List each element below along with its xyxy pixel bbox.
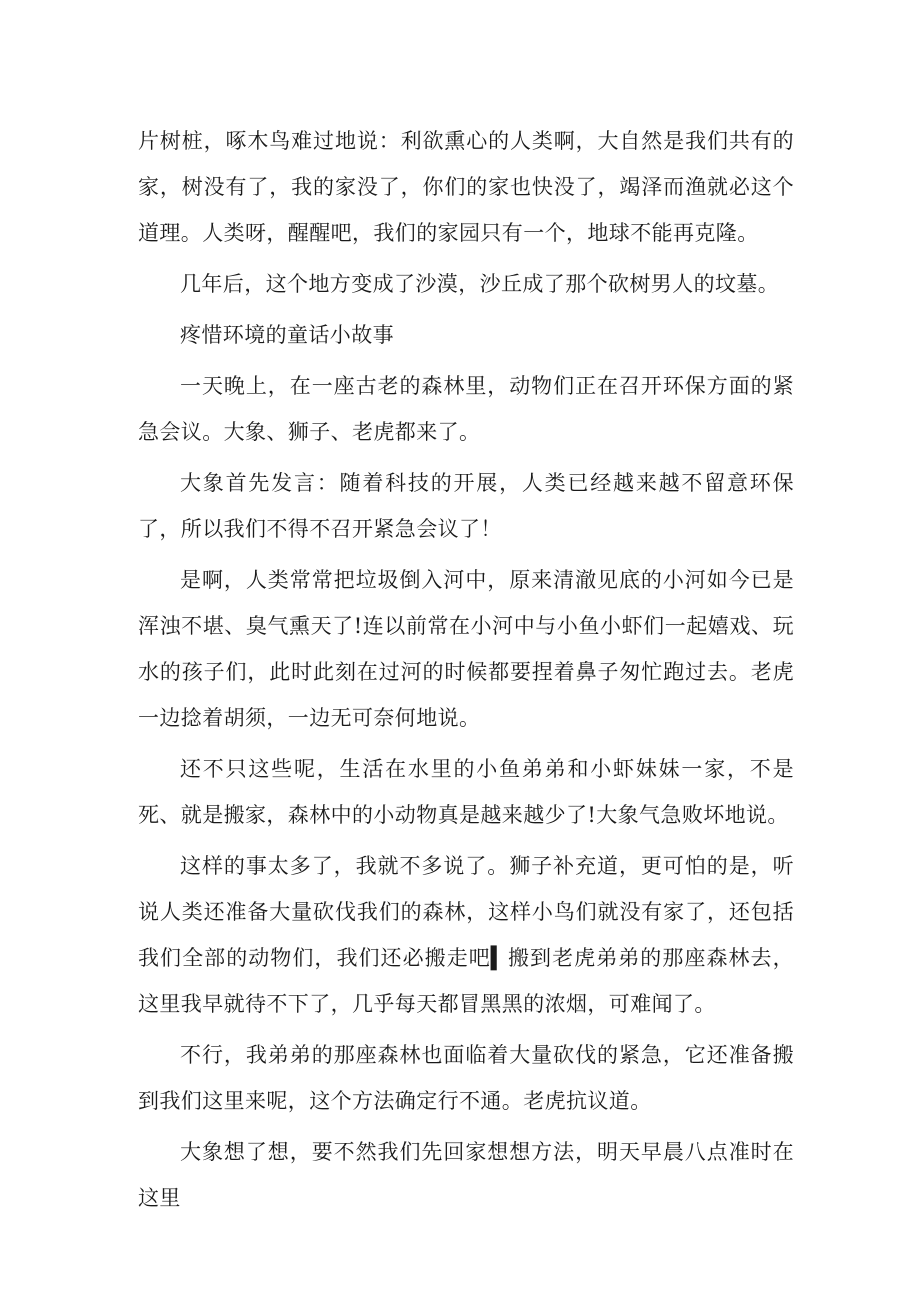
section-heading: 疼惜环境的童话小故事 (180, 323, 394, 347)
paragraph-continuation: 片树桩，啄木鸟难过地说：利欲熏心的人类啊，大自然是我们共有的家，树没有了，我的家没了，你们的家也快没了，竭泽而渔就必这个道理。人类呀，醒醒吧，我们的家园只有一个，地球不能再克隆。 (138, 129, 794, 245)
paragraph: 是啊，人类常常把垃圾倒入河中，原来清澈见底的小河如今已是浑浊不堪、臭气熏天了!连以前常在小河中与小鱼小虾们一起嬉戏、玩水的孩子们，此时此刻在过河的时候都要捏着鼻子匆忙跑过去。老虎一边捻着胡须，一边无可奈何地说。 (138, 568, 794, 730)
paragraph: 大象想了想，要不然我们先回家想想方法，明天早晨八点准时在这里 (138, 1140, 794, 1210)
paragraph: 大象首先发言：随着科技的开展，人类已经越来越不留意环保了，所以我们不得不召开紧急会议了！ (138, 471, 794, 541)
paragraph: 一天晚上，在一座古老的森林里，动物们正在召开环保方面的紧急会议。大象、狮子、老虎都来了。 (138, 374, 794, 444)
paragraph: 这样的事太多了，我就不多说了。狮子补充道，更可怕的是，听说人类还准备大量砍伐我们的森林，这样小鸟们就没有家了，还包括我们全部的动物们，我们还必搬走吧▍搬到老虎弟弟的那座森林去，这里我早就待不下了，几乎每天都冒黑黑的浓烟，可难闻了。 (138, 854, 794, 1016)
story-text (138, 118, 794, 1221)
paragraph: 还不只这些呢，生活在水里的小鱼弟弟和小虾妹妹一家，不是死、就是搬家，森林中的小动物真是越来越少了!大象气急败坏地说。 (138, 757, 794, 827)
paragraph: 不行，我弟弟的那座森林也面临着大量砍伐的紧急，它还准备搬到我们这里来呢，这个方法确定行不通。老虎抗议道。 (138, 1043, 794, 1113)
paragraph: 几年后，这个地方变成了沙漠，沙丘成了那个砍树男人的坟墓。 (180, 272, 780, 296)
